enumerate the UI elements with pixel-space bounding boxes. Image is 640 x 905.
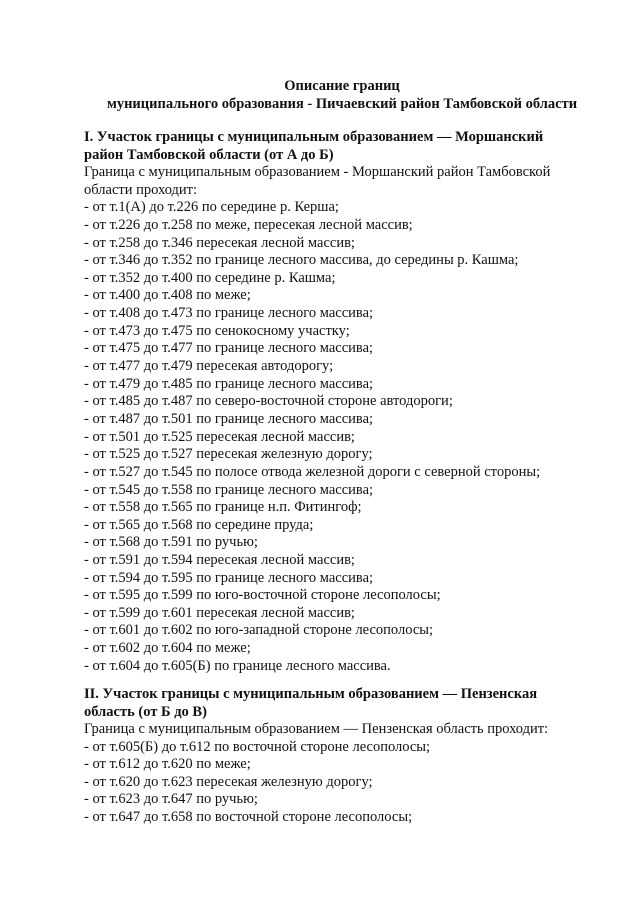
list-item: - от т.605(Б) до т.612 по восточной стороне лесополосы; xyxy=(84,739,431,755)
list-item: - от т.623 до т.647 по ручью; xyxy=(84,791,258,807)
list-item: - от т.647 до т.658 по восточной стороне лесополосы; xyxy=(84,809,413,825)
section-1-intro-line-2: области проходит: xyxy=(84,182,198,198)
list-item: - от т.400 до т.408 по меже; xyxy=(84,287,251,303)
list-item: - от т.408 до т.473 по границе лесного массива; xyxy=(84,305,374,321)
list-item: - от т.485 до т.487 по северо-восточной стороне автодороги; xyxy=(84,393,453,409)
section-2-intro-line-1: Граница с муниципальным образованием — Пензенская область проходит: xyxy=(84,721,549,737)
list-item: - от т.599 до т.601 пересекая лесной массив; xyxy=(84,605,355,621)
section-1-intro-line-1: Граница с муниципальным образованием - Моршанский район Тамбовской xyxy=(84,164,551,180)
section-1-heading-line-2: район Тамбовской области (от А до Б) xyxy=(84,147,334,163)
list-item: - от т.258 до т.346 пересекая лесной массив; xyxy=(84,235,355,251)
list-item: - от т.487 до т.501 по границе лесного массива; xyxy=(84,411,374,427)
list-item: - от т.612 до т.620 по меже; xyxy=(84,756,251,772)
list-item: - от т.594 до т.595 по границе лесного массива; xyxy=(84,570,374,586)
list-item: - от т.545 до т.558 по границе лесного массива; xyxy=(84,482,374,498)
list-item: - от т.601 до т.602 по юго-западной стороне лесополосы; xyxy=(84,622,434,638)
section-2-heading-line-1: II. Участок границы с муниципальным образованием — Пензенская xyxy=(84,686,538,702)
list-item: - от т.591 до т.594 пересекая лесной массив; xyxy=(84,552,355,568)
list-item: - от т.527 до т.545 по полосе отвода железной дороги с северной стороны; xyxy=(84,464,541,480)
list-item: - от т.1(А) до т.226 по середине р. Керша; xyxy=(84,199,339,215)
list-item: - от т.568 до т.591 по ручью; xyxy=(84,534,258,550)
list-item: - от т.501 до т.525 пересекая лесной массив; xyxy=(84,429,355,445)
list-item: - от т.565 до т.568 по середине пруда; xyxy=(84,517,314,533)
list-item: - от т.558 до т.565 по границе н.п. Фитингоф; xyxy=(84,499,362,515)
section-2-heading-line-2: область (от Б до В) xyxy=(84,704,207,720)
list-item: - от т.477 до т.479 пересекая автодорогу; xyxy=(84,358,334,374)
list-item: - от т.620 до т.623 пересекая железную дорогу; xyxy=(84,774,373,790)
document-title-line-2: муниципального образования - Пичаевский район Тамбовской области xyxy=(106,96,578,112)
list-item: - от т.226 до т.258 по меже, пересекая лесной массив; xyxy=(84,217,413,233)
list-item: - от т.604 до т.605(Б) по границе лесного массива. xyxy=(84,658,391,674)
document-title-line-1: Описание границ xyxy=(284,78,400,94)
list-item: - от т.346 до т.352 по границе лесного массива, до середины р. Кашма; xyxy=(84,252,519,268)
section-1-heading-line-1: I. Участок границы с муниципальным образованием — Моршанский xyxy=(84,129,544,145)
list-item: - от т.595 до т.599 по юго-восточной стороне лесополосы; xyxy=(84,587,441,603)
list-item: - от т.475 до т.477 по границе лесного массива; xyxy=(84,340,374,356)
list-item: - от т.473 до т.475 по сенокосному участку; xyxy=(84,323,350,339)
list-item: - от т.525 до т.527 пересекая железную дорогу; xyxy=(84,446,373,462)
list-item: - от т.602 до т.604 по меже; xyxy=(84,640,251,656)
list-item: - от т.352 до т.400 по середине р. Кашма; xyxy=(84,270,336,286)
list-item: - от т.479 до т.485 по границе лесного массива; xyxy=(84,376,374,392)
